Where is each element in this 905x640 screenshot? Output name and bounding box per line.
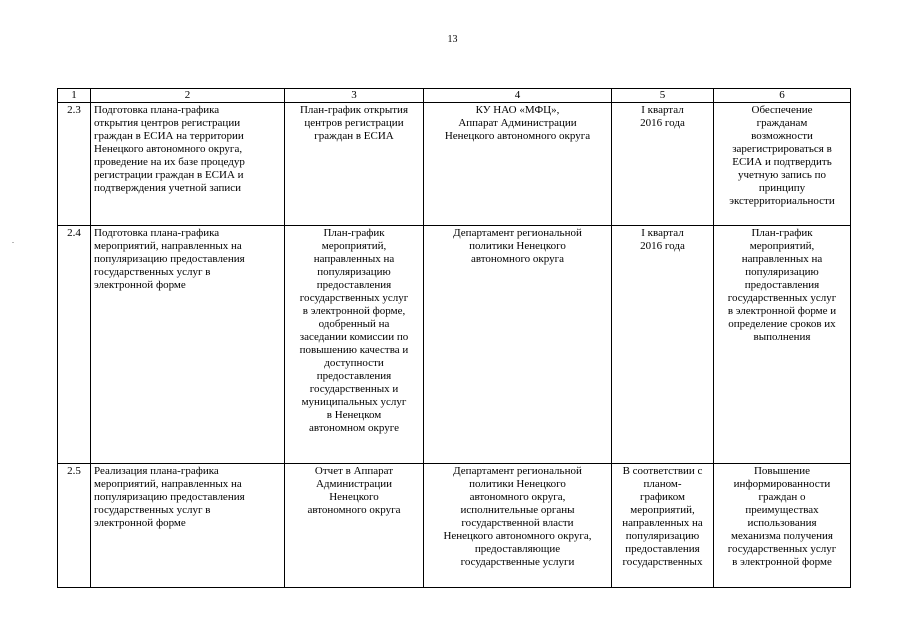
deadline-cell: I квартал 2016 года <box>612 103 714 226</box>
header-cell-1: 1 <box>58 89 91 103</box>
deadline-cell: I квартал 2016 года <box>612 226 714 464</box>
row-number: 2.4 <box>58 226 91 464</box>
document-cell: План-график мероприятий, направленных на популяризацию предоставления государственных услуг в электронной форме, одобренный на заседании комиссии по повышению качества и доступности предоставления государственных и муниципальных услуг в Ненецком автономном округе <box>285 226 424 464</box>
result-cell: Повышение информированности граждан о преимуществах использования механизма получения государственных услуг в электронной форме <box>714 464 851 588</box>
table-row <box>58 103 851 226</box>
action-cell: Подготовка плана-графика открытия центров регистрации граждан в ЕСИА на территории Ненецкого автономного округа, проведение на их базе процедур регистрации граждан в ЕСИА и подтверждения учетной записи <box>91 103 285 226</box>
row-number: 2.5 <box>58 464 91 588</box>
header-cell-6: 6 <box>714 89 851 103</box>
deadline-cell: В соответствии с планом- графиком мероприятий, направленных на популяризацию предоставления государственных <box>612 464 714 588</box>
table-row <box>58 226 851 464</box>
plan-table <box>57 88 851 588</box>
executor-cell: Департамент региональной политики Ненецкого автономного округа <box>424 226 612 464</box>
document-cell: План-график открытия центров регистрации граждан в ЕСИА <box>285 103 424 226</box>
header-cell-4: 4 <box>424 89 612 103</box>
row-number: 2.3 <box>58 103 91 226</box>
executor-cell: КУ НАО «МФЦ», Аппарат Администрации Ненецкого автономного округа <box>424 103 612 226</box>
action-cell: Подготовка плана-графика мероприятий, направленных на популяризацию предоставления государственных услуг в электронной форме <box>91 226 285 464</box>
page-number: 13 <box>447 34 458 45</box>
executor-cell: Департамент региональной политики Ненецкого автономного округа, исполнительные органы государственной власти Ненецкого автономного округа, предоставляющие государственные услуги <box>424 464 612 588</box>
header-row <box>58 89 851 103</box>
result-cell: План-график мероприятий, направленных на популяризацию предоставления государственных услуг в электронной форме и определение сроков их выполнения <box>714 226 851 464</box>
document-cell: Отчет в Аппарат Администрации Ненецкого автономного округа <box>285 464 424 588</box>
header-cell-2: 2 <box>91 89 285 103</box>
header-cell-5: 5 <box>612 89 714 103</box>
margin-mark: . <box>12 236 14 245</box>
header-cell-3: 3 <box>285 89 424 103</box>
action-cell: Реализация плана-графика мероприятий, направленных на популяризацию предоставления государственных услуг в электронной форме <box>91 464 285 588</box>
result-cell: Обеспечение гражданам возможности зарегистрироваться в ЕСИА и подтвердить учетную запись по принципу экстерриториальности <box>714 103 851 226</box>
table-row <box>58 464 851 588</box>
